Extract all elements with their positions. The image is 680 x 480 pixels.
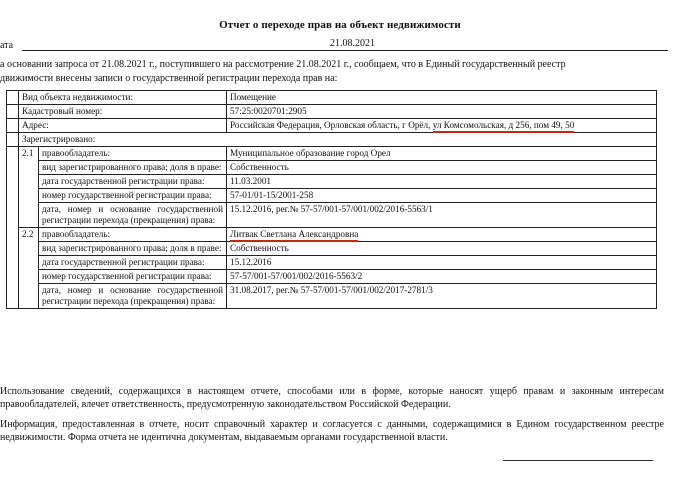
- intro-line-1: а основании запроса от 21.08.2021 г., поступившего на рассмотрение 21.08.2021 г., сообщаем, что в Единый государственный реестр: [0, 59, 566, 70]
- reg-date-value: 11.03.2001: [227, 175, 657, 189]
- entry-reg-number-row: [7, 189, 657, 203]
- address-prefix: Российская Федерация, Орловская область, г Орёл,: [230, 120, 433, 130]
- registered-header-row: [7, 133, 657, 147]
- entry-termination-row: [7, 284, 657, 309]
- footer-notice-reference: Информация, предоставленная в отчете, носит справочный характер и согласуется с данными, содержащимися в Едином государственном реестре недвижимости. Форма отчета не идентична документам, выдаваемым органами государственной власти.: [0, 419, 664, 443]
- holder-name-highlight: Литвак Светлана Александровна: [230, 229, 358, 242]
- termination-label: дата, номер и основание государственной регистрации перехода (прекращения) права:: [39, 203, 227, 228]
- reg-number-value: 57-01/01-15/2001-258: [227, 189, 657, 203]
- entry-right-type-row: [7, 161, 657, 175]
- entry-number: 2.2: [19, 228, 39, 309]
- reg-date-label: дата государственной регистрации права:: [39, 256, 227, 270]
- address-row: [7, 119, 657, 133]
- row-marker: [7, 105, 19, 119]
- reg-number-value: 57-57/001-57/001/002/2016-5563/2: [227, 270, 657, 284]
- address-label: Адрес:: [19, 119, 227, 133]
- footer-notice-liability: Использование сведений, содержащихся в настоящем отчете, способами или в форме, которые наносят ущерб правам и законным интересам правообладателей, влечет ответственность, предусмотренную законодательством Российской Федерации.: [0, 386, 664, 410]
- date-value: 21.08.2021: [330, 38, 375, 49]
- cadastral-value: 57:25:0020701:2905: [227, 105, 657, 119]
- entry-reg-date-row: [7, 175, 657, 189]
- termination-label: дата, номер и основание государственной регистрации перехода (прекращения) права:: [39, 284, 227, 309]
- signature-line: [503, 460, 653, 461]
- registered-label: Зарегистрировано:: [19, 133, 657, 147]
- holder-label: правообладатель:: [39, 228, 227, 242]
- entry-reg-number-row: [7, 270, 657, 284]
- right-type-label: вид зарегистрированного права; доля в праве:: [39, 161, 227, 175]
- right-type-label: вид зарегистрированного права; доля в праве:: [39, 242, 227, 256]
- entry-number: 2.1: [19, 147, 39, 228]
- intro-paragraph: [0, 58, 664, 86]
- document-title: Отчет о переходе прав на объект недвижимости: [219, 19, 461, 31]
- row-marker: [7, 133, 19, 147]
- entry-holder-row: [7, 228, 657, 242]
- row-marker: [7, 91, 19, 105]
- row-marker: [7, 119, 19, 133]
- right-type-value: Собственность: [227, 161, 657, 175]
- object-type-label: Вид объекта недвижимости:: [19, 91, 227, 105]
- reg-number-label: номер государственной регистрации права:: [39, 189, 227, 203]
- registration-table: [6, 90, 657, 309]
- object-type-row: [7, 91, 657, 105]
- termination-value: 31.08.2017, рег.№ 57-57/001-57/001/002/2017-2781/3: [227, 284, 657, 309]
- date-label: ата: [0, 40, 14, 51]
- reg-number-label: номер государственной регистрации права:: [39, 270, 227, 284]
- date-underline: [22, 50, 668, 51]
- row-marker: [7, 147, 19, 309]
- right-type-value: Собственность: [227, 242, 657, 256]
- termination-value: 15.12.2016, рег.№ 57-57/001-57/001/002/2016-5563/1: [227, 203, 657, 228]
- address-value: [227, 119, 657, 133]
- intro-line-2: движимости внесены записи о государственной регистрации перехода прав на:: [0, 73, 338, 84]
- cadastral-row: [7, 105, 657, 119]
- holder-label: правообладатель:: [39, 147, 227, 161]
- entry-holder-row: [7, 147, 657, 161]
- reg-date-value: 15.12.2016: [227, 256, 657, 270]
- reg-date-label: дата государственной регистрации права:: [39, 175, 227, 189]
- address-street-highlight: ул Комсомольская, д 256, пом 49, 50: [433, 120, 575, 133]
- holder-value: Муниципальное образование город Орел: [227, 147, 657, 161]
- entry-right-type-row: [7, 242, 657, 256]
- entry-termination-row: [7, 203, 657, 228]
- holder-value: [227, 228, 657, 242]
- entry-reg-date-row: [7, 256, 657, 270]
- cadastral-label: Кадастровый номер:: [19, 105, 227, 119]
- object-type-value: Помещение: [227, 91, 657, 105]
